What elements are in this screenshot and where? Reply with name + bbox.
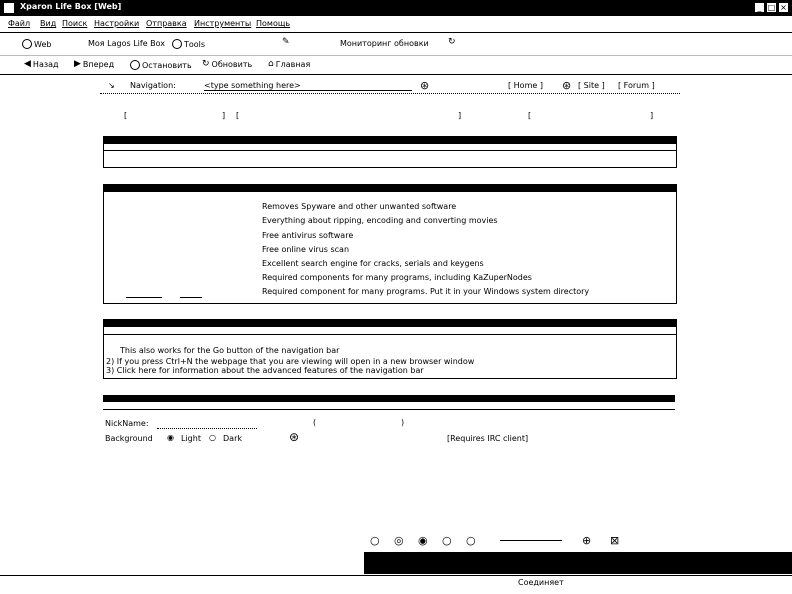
update-button[interactable]	[448, 38, 456, 47]
divider	[103, 409, 675, 410]
link-bracket[interactable]: [	[236, 111, 240, 120]
list-item: Free online virus scan	[262, 245, 350, 254]
web-page	[0, 75, 792, 551]
menu-bar	[0, 16, 792, 33]
list-item: Everything about ripping, encoding and converting movies	[262, 216, 498, 225]
radio-dark[interactable]: ○	[209, 433, 216, 442]
stop-icon	[130, 60, 140, 70]
panel-header	[103, 395, 675, 402]
background-label: Background	[105, 434, 153, 443]
requires-label: [Requires IRC client]	[447, 434, 529, 443]
home-link[interactable]: [ Home ]	[508, 81, 543, 90]
forward-button[interactable]: ▶ Вперед	[74, 59, 115, 69]
link-bracket[interactable]: [	[124, 111, 128, 120]
radio-light[interactable]: ◉	[167, 433, 174, 442]
minimize-button[interactable]: _	[754, 2, 765, 13]
tools-panel	[103, 184, 677, 304]
arrow-right-icon: ▶	[74, 59, 81, 69]
home-button[interactable]: ⌂ Главная	[268, 59, 311, 69]
navigation-bar	[100, 79, 680, 94]
divider	[104, 334, 676, 335]
monitor-button[interactable]: Мониторинг обновки	[340, 39, 429, 48]
nickname-label: NickName:	[105, 419, 149, 428]
edit-button[interactable]	[282, 38, 290, 47]
tip-line: 3) Click here for information about the advanced features of the navigation bar	[106, 366, 424, 375]
go-icon[interactable]: ⊛	[420, 79, 430, 92]
link-underline[interactable]	[126, 297, 162, 298]
media-button[interactable]: ⊠	[610, 534, 620, 547]
status-bar	[0, 575, 792, 594]
media-button[interactable]: ⊕	[582, 534, 592, 547]
input-bracket: )	[401, 418, 405, 427]
maximize-button[interactable]: □	[767, 3, 776, 12]
list-item: Removes Spyware and other unwanted software	[262, 202, 457, 211]
light-label: Light	[181, 434, 201, 443]
menu-help[interactable]: Помощь	[256, 19, 291, 28]
link-underline[interactable]	[180, 297, 202, 298]
menu-settings[interactable]: Настройки	[94, 19, 140, 28]
media-button[interactable]: ◉	[418, 534, 428, 547]
status-text: Соединяет	[518, 578, 564, 587]
link-bracket[interactable]: ]	[222, 111, 226, 120]
my-page-button[interactable]: Моя Lagos Life Box	[88, 39, 166, 48]
pencil-icon: ✎	[282, 37, 290, 47]
link-bracket[interactable]: [	[528, 111, 532, 120]
site-icon: ⊛	[562, 79, 572, 92]
list-item: Required components for many programs, including KaZuperNodes	[262, 273, 532, 282]
link-bracket[interactable]: ]	[650, 111, 654, 120]
back-button[interactable]: ◀ Назад	[24, 59, 59, 69]
list-item: Excellent search engine for cracks, serials and keygens	[262, 259, 484, 268]
tools-button[interactable]: Тools	[172, 39, 205, 49]
input-bracket: (	[313, 418, 317, 427]
house-icon: ⌂	[268, 59, 274, 69]
media-controls	[360, 532, 660, 550]
chat-panel	[103, 395, 675, 449]
close-button[interactable]: ×	[778, 2, 789, 13]
tip-line: This also works for the Go button of the navigation bar	[120, 346, 340, 355]
volume-slider[interactable]	[500, 540, 562, 541]
media-button[interactable]: ○	[370, 534, 380, 547]
list-item: Free antivirus software	[262, 231, 354, 240]
toolbar-nav	[0, 56, 792, 75]
refresh-icon: ↻	[202, 59, 210, 69]
arrow-left-icon: ◀	[24, 59, 31, 69]
media-button[interactable]: ◎	[394, 534, 404, 547]
divider	[104, 150, 676, 151]
refresh-button[interactable]: ↻ Обновить	[202, 59, 253, 69]
list-item: Required component for many programs. Put it in your Windows system directory	[262, 287, 590, 296]
title-bar	[0, 0, 792, 16]
navigation-icon: ↘	[108, 81, 115, 90]
link-bracket[interactable]: ]	[458, 111, 462, 120]
globe-icon	[22, 39, 32, 49]
menu-send[interactable]: Отправка	[146, 19, 187, 28]
web-button[interactable]: Web	[22, 39, 51, 49]
app-icon	[4, 3, 14, 13]
menu-tools[interactable]: Инструменты	[194, 19, 252, 28]
navigation-input[interactable]: <type something here>	[204, 81, 412, 91]
menu-search[interactable]: Поиск	[62, 19, 88, 28]
navigation-label: Navigation:	[130, 81, 176, 90]
media-button[interactable]: ○	[466, 534, 476, 547]
panel-top	[103, 136, 677, 168]
connect-icon[interactable]: ⊛	[289, 430, 300, 444]
panel-header	[104, 320, 676, 327]
nickname-input[interactable]	[157, 419, 257, 429]
site-link[interactable]: [ Site ]	[578, 81, 605, 90]
toolbar-main	[0, 33, 792, 56]
menu-view[interactable]: Вид	[40, 19, 57, 28]
tips-panel	[103, 319, 677, 379]
menu-file[interactable]: Файл	[8, 19, 31, 28]
panel-header	[104, 137, 676, 144]
forum-link[interactable]: [ Forum ]	[618, 81, 655, 90]
tip-line: 2) If you press Ctrl+N the webpage that you are viewing will open in a new browser window	[106, 357, 475, 366]
window-title: Xparon Life Box [Web]	[20, 2, 122, 11]
gear-icon	[172, 39, 182, 49]
media-button[interactable]: ○	[442, 534, 452, 547]
refresh-icon: ↻	[448, 37, 456, 47]
panel-header	[104, 185, 676, 192]
dark-label: Dark	[223, 434, 242, 443]
stop-button[interactable]: Остановить	[130, 60, 192, 70]
ticker-bar	[364, 552, 792, 574]
